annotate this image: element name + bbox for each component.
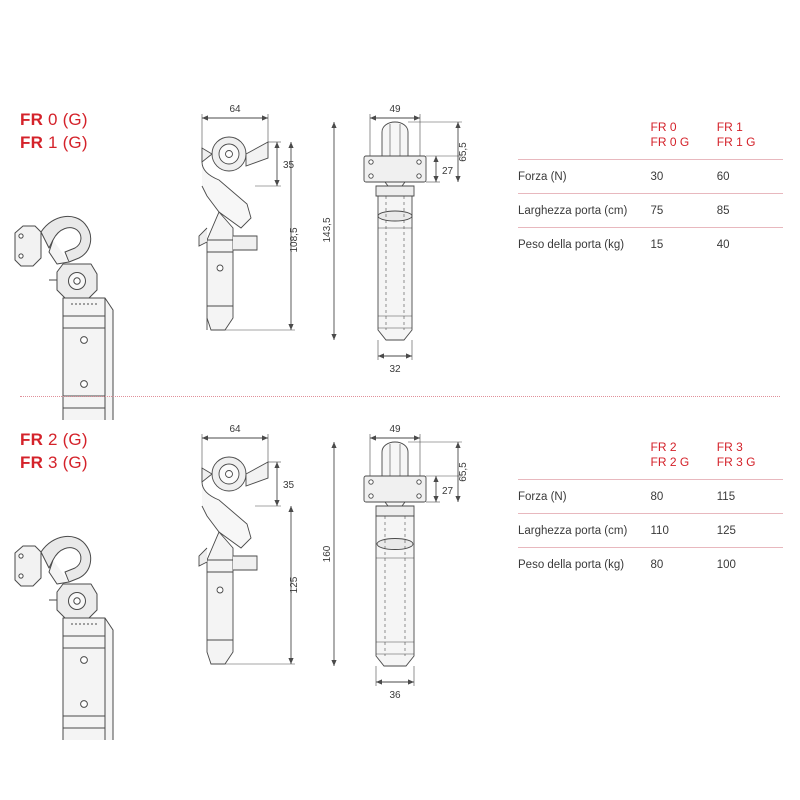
spec-table-head <box>518 120 783 160</box>
dim-right-125: 125 <box>289 576 300 594</box>
table-row <box>518 160 783 194</box>
table-row <box>518 194 783 228</box>
section-title-line1-bold: FR <box>20 110 44 129</box>
row-label: Forza (N) <box>518 170 567 183</box>
section-title-line2-rest: 1 (G) <box>43 133 88 152</box>
row-value-col1: 15 <box>650 238 664 251</box>
front-view-drawing-fr0 <box>340 100 500 390</box>
product-section-fr2-fr3 <box>0 410 800 700</box>
product-perspective-drawing-fr0 <box>5 140 165 420</box>
row-value-col1: 80 <box>650 490 664 503</box>
dim-top-49: 49 <box>389 104 401 115</box>
dim-27: 27 <box>442 486 454 497</box>
spec-table-fr0-fr1 <box>518 120 783 261</box>
row-value-col2: 40 <box>716 238 730 251</box>
row-value-col1: 75 <box>650 204 664 217</box>
table-row <box>518 228 783 262</box>
side-total-height-dim-fr2 <box>320 420 350 685</box>
header-col1-line2: FR 2 G <box>650 455 690 469</box>
table-header-row <box>518 120 783 160</box>
front-view-drawing-fr2 <box>340 420 500 710</box>
header-col2-line2: FR 3 G <box>716 455 756 469</box>
row-value-col2: 100 <box>716 558 736 571</box>
section-title-line1-rest: 0 (G) <box>43 110 88 129</box>
spec-table-body <box>518 480 783 582</box>
dim-right-35: 35 <box>283 480 295 491</box>
row-value-col2: 125 <box>716 524 736 537</box>
header-col1-line2: FR 0 G <box>650 135 690 149</box>
header-col2-line2: FR 1 G <box>716 135 756 149</box>
table-header-row <box>518 440 783 480</box>
product-section-fr0-fr1 <box>0 90 800 380</box>
dim-27: 27 <box>442 166 454 177</box>
row-value-col2: 85 <box>716 204 730 217</box>
perspective-illustration <box>5 460 165 740</box>
header-col2-line1: FR 1 <box>716 120 743 134</box>
dim-65-5: 65,5 <box>458 142 469 162</box>
row-label: Peso della porta (kg) <box>518 558 625 571</box>
side-view-illustration <box>185 100 320 365</box>
row-value-col1: 80 <box>650 558 664 571</box>
section-title-line2-bold: FR <box>20 133 44 152</box>
row-value-col2: 60 <box>716 170 730 183</box>
dim-bottom-32: 32 <box>389 364 401 375</box>
header-col2 <box>717 120 783 160</box>
table-row <box>518 514 783 548</box>
header-col2 <box>717 440 783 480</box>
front-view-illustration <box>340 100 500 390</box>
dim-top-49: 49 <box>389 424 401 435</box>
row-label: Peso della porta (kg) <box>518 238 625 251</box>
side-view-illustration <box>185 420 320 685</box>
table-row <box>518 548 783 582</box>
row-label: Forza (N) <box>518 490 567 503</box>
product-perspective-drawing-fr2 <box>5 460 165 740</box>
dim-right-35: 35 <box>283 160 295 171</box>
dim-right-108-5: 108,5 <box>289 227 300 253</box>
row-value-col1: 30 <box>650 170 664 183</box>
header-blank <box>518 120 651 160</box>
dim-total-143-5: 143,5 <box>322 217 333 243</box>
spec-table-head <box>518 440 783 480</box>
section-title-line2-rest: 3 (G) <box>43 453 88 472</box>
header-col1-line1: FR 2 <box>650 440 677 454</box>
side-total-height-dim-fr0 <box>320 100 350 365</box>
row-label: Larghezza porta (cm) <box>518 204 628 217</box>
section-title-line1-bold: FR <box>20 430 44 449</box>
dim-top-64: 64 <box>229 424 241 435</box>
dim-65-5: 65,5 <box>458 462 469 482</box>
header-col1 <box>651 440 717 480</box>
section-title-line2-bold: FR <box>20 453 44 472</box>
row-label: Larghezza porta (cm) <box>518 524 628 537</box>
section-divider <box>20 396 780 397</box>
spec-table-fr2-fr3 <box>518 440 783 581</box>
header-col1-line1: FR 0 <box>650 120 677 134</box>
table-row <box>518 480 783 514</box>
section-title-line1-rest: 2 (G) <box>43 430 88 449</box>
header-col1 <box>651 120 717 160</box>
header-col2-line1: FR 3 <box>716 440 743 454</box>
header-blank <box>518 440 651 480</box>
perspective-illustration <box>5 140 165 420</box>
dim-bottom-36: 36 <box>389 690 401 701</box>
row-value-col2: 115 <box>716 490 736 503</box>
dim-top-64: 64 <box>229 104 241 115</box>
front-view-illustration <box>340 420 500 710</box>
side-view-drawing-fr0 <box>185 100 320 365</box>
spec-table-body <box>518 160 783 262</box>
side-view-drawing-fr2 <box>185 420 320 685</box>
row-value-col1: 110 <box>650 524 669 537</box>
dim-total-160: 160 <box>322 545 333 563</box>
